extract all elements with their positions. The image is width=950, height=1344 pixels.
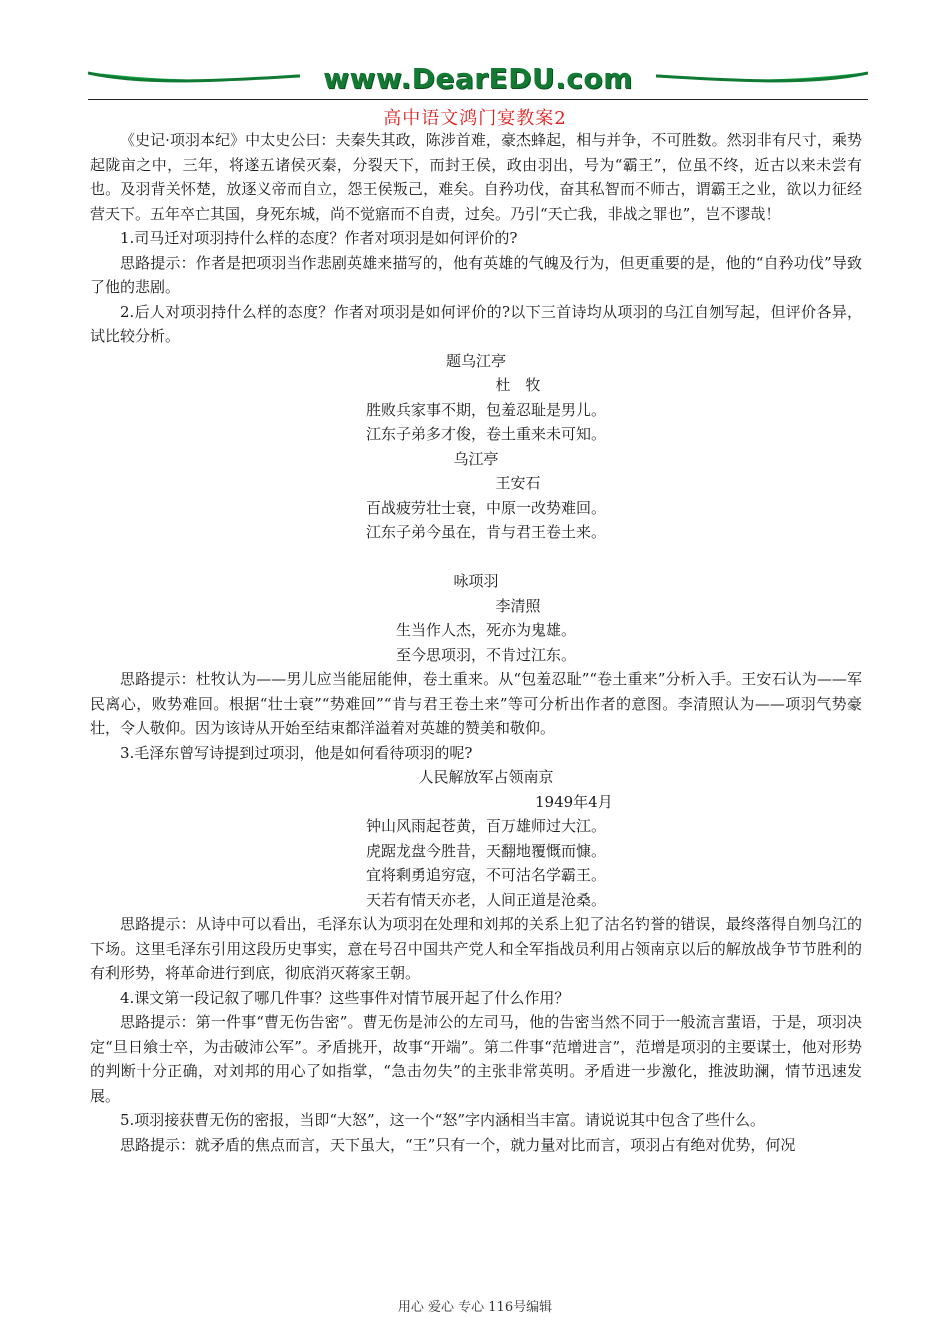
question-4: 4.课文第一段记叙了哪几件事？这些事件对情节展开起了什么作用？ [120, 988, 570, 1007]
poem-line: 虎踞龙盘今胜昔，天翻地覆慨而慷。 [365, 841, 606, 860]
site-logo: www.DearEDU.com [323, 62, 633, 95]
poem-line: 至今思项羽，不肯过江东。 [395, 645, 576, 664]
document-title: 高中语文鸿门宴教案2 [383, 108, 567, 129]
hint-5: 思路提示：就矛盾的焦点而言，天下虽大，“王”只有一个，就力量对比而言，项羽占有绝对优势，何况 [120, 1135, 796, 1154]
poem-line: 江东子弟多才俊，卷土重来未可知。 [365, 425, 606, 443]
question-1: 1.司马迁对项羽持什么样的态度？作者对项羽是如何评价的? [120, 229, 518, 247]
header-divider [88, 99, 868, 100]
document-body [90, 128, 862, 1157]
poem-3-title: 咏项羽 [453, 572, 499, 590]
page-footer: 用心 爱心 专心 116号编辑 [397, 1300, 553, 1315]
question-2: 2.后人对项羽持什么样的态度？作者对项羽是如何评价的?以下三首诗均从项羽的乌江自刎写起，但评价各异，试比较分析。 [90, 302, 862, 345]
blank-line [90, 545, 862, 570]
poem-line: 天若有情天亦老，人间正道是沧桑。 [365, 890, 606, 909]
hint-4: 思路提示：第一件事“曹无伤告密”。曹无伤是沛公的左司马，他的告密当然不同于一般流言蜚语，于是，项羽决定“旦日飨士卒，为击破沛公军”。矛盾挑开，故事“开端”。第二件事“范增进言”，范增是项羽的主要谋士，他对形势的判断十分正确，对刘邦的用心了如指掌，“急击勿失”的主张非常英明。矛盾进一步激化，推波助澜，情节迅速发展。 [90, 1013, 862, 1105]
poem-line: 生当作人杰，死亦为鬼雄。 [395, 621, 576, 639]
question-3: 3.毛泽东曾写诗提到过项羽，他是如何看待项羽的呢? [120, 743, 473, 762]
hint-1: 思路提示：作者是把项羽当作悲剧英雄来描写的，他有英雄的气魄及行为，但更重要的是，他的“自矜功伐”导致了他的悲剧。 [90, 253, 862, 296]
hint-2: 思路提示：杜牧认为——男儿应当能屈能伸，卷土重来。从“包羞忍耻”“卷土重来”分析入手。王安石认为——军民离心，败势难回。根据“壮士衰”“势难回”“肯与君王卷土来”等可分析出作者的意图。李清照认为——项羽气势豪壮，令人敬仰。因为该诗从开始至结束都洋溢着对英雄的赞美和敬仰。 [90, 670, 862, 737]
poem-2-author: 王安石 [495, 474, 541, 492]
poem-line: 百战疲劳壮士衰，中原一改势难回。 [365, 498, 606, 517]
intro-paragraph: 《史记·项羽本纪》中太史公曰：夫秦失其政，陈涉首难，豪杰蜂起，相与并争，不可胜数。然羽非有尺寸，乘势起陇亩之中，三年，将遂五诸侯灭秦，分裂天下，而封王侯，政由羽出，号为“霸王”，位虽不终，近古以来未尝有也。及羽背关怀楚，放逐义帝而自立，怨王侯叛己，难矣。自矜功伐，奋其私智而不师古，谓霸王之业，欲以力征经营天下。五年卒亡其国，身死东城，尚不觉寤而不自责，过矣。乃引“天亡我，非战之罪也”，岂不谬哉！ [90, 131, 862, 223]
poem-1-author: 杜 牧 [495, 376, 541, 394]
poem-line: 江东子弟今虽在，肯与君王卷土来。 [365, 523, 606, 541]
poem-line: 宜将剩勇追穷寇，不可沽名学霸王。 [365, 866, 606, 884]
poem-3-author: 李清照 [495, 596, 541, 615]
poem-4-title: 人民解放军占领南京 [418, 768, 554, 786]
poem-line: 胜败兵家事不期，包羞忍耻是男儿。 [365, 400, 606, 419]
poem-1-title: 题乌江亭 [445, 351, 506, 370]
poem-2-title: 乌江亭 [453, 449, 499, 468]
poem-line: 钟山风雨起苍黄，百万雄师过大江。 [365, 817, 606, 835]
hint-3: 思路提示：从诗中可以看出，毛泽东认为项羽在处理和刘邦的关系上犯了沽名钓誉的错误，最终落得自刎乌江的下场。这里毛泽东引用这段历史事实，意在号召中国共产党人和全军指战员利用占领南京以后的解放战争节节胜利的有利形势，将革命进行到底，彻底消灭蒋家王朝。 [90, 915, 862, 982]
question-5: 5.项羽接获曹无伤的密报，当即“大怒”，这一个“怒”字内涵相当丰富。请说说其中包含了些什么。 [120, 1111, 765, 1129]
poem-4-date: 1949年4月 [535, 792, 613, 811]
site-header [88, 60, 868, 100]
